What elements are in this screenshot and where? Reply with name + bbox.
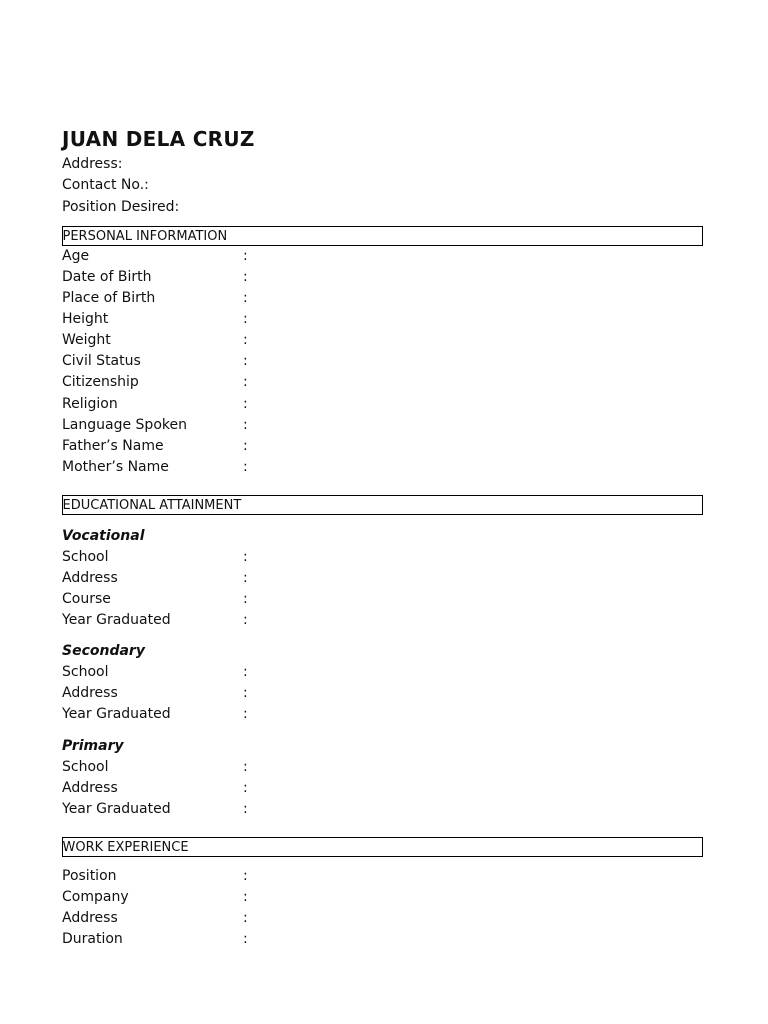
field-value [255, 372, 703, 393]
address-line: Address: [62, 156, 123, 172]
field-separator: : [243, 548, 248, 565]
field-value [255, 309, 703, 330]
field-row [62, 683, 703, 704]
field-row [62, 568, 703, 589]
field-separator: : [243, 888, 248, 905]
field-value [255, 757, 703, 778]
field-label: Course [62, 591, 111, 608]
field-value [255, 246, 703, 267]
field-separator: : [243, 437, 248, 454]
work-experience-list [62, 866, 703, 950]
field-value [255, 330, 703, 351]
field-value [255, 351, 703, 372]
field-label: Address [62, 570, 118, 587]
field-value [255, 436, 703, 457]
field-label: Year Graduated [62, 706, 171, 723]
personal-information-header [62, 226, 703, 246]
field-row [62, 610, 703, 631]
field-row [62, 267, 703, 288]
field-row [62, 929, 703, 950]
field-separator: : [243, 800, 248, 817]
field-row [62, 351, 703, 372]
field-separator: : [243, 664, 248, 681]
field-separator: : [243, 685, 248, 702]
work-experience-header [62, 837, 703, 857]
field-value [255, 662, 703, 683]
field-label: Position [62, 867, 117, 884]
field-label: Language Spoken [62, 416, 187, 433]
field-label: Address [62, 685, 118, 702]
vocational-heading: Vocational [62, 527, 145, 544]
field-row [62, 246, 703, 267]
field-row [62, 757, 703, 778]
field-label: Citizenship [62, 374, 139, 391]
field-value [255, 799, 703, 820]
section-title: WORK EXPERIENCE [62, 839, 189, 855]
field-value [255, 415, 703, 436]
educational-attainment-header [62, 495, 703, 515]
primary-list [62, 757, 703, 820]
field-value [255, 288, 703, 309]
field-row [62, 547, 703, 568]
position-desired-line: Position Desired: [62, 198, 180, 215]
field-label: Father’s Name [62, 437, 164, 454]
field-row [62, 704, 703, 725]
field-value [255, 887, 703, 908]
field-value [255, 610, 703, 631]
section-title: PERSONAL INFORMATION [62, 228, 228, 244]
field-value [255, 704, 703, 725]
contact-line: Contact No.: [62, 177, 149, 194]
field-row [62, 866, 703, 887]
field-label: Date of Birth [62, 268, 152, 285]
field-separator: : [243, 779, 248, 796]
field-value [255, 683, 703, 704]
field-label: Address [62, 910, 118, 927]
field-label: Religion [62, 395, 118, 412]
field-value [255, 866, 703, 887]
field-separator: : [243, 910, 248, 927]
field-label: Age [62, 247, 90, 264]
field-row [62, 662, 703, 683]
field-separator: : [243, 458, 248, 475]
vocational-list [62, 547, 703, 631]
field-separator: : [243, 931, 248, 948]
field-row [62, 330, 703, 351]
field-separator: : [243, 867, 248, 884]
field-value [255, 457, 703, 478]
field-label: Company [62, 888, 129, 905]
field-label: Address [62, 779, 118, 796]
field-row [62, 288, 703, 309]
field-separator: : [243, 612, 248, 629]
applicant-name: JUAN DELA CRUZ [62, 127, 255, 151]
field-label: Duration [62, 931, 123, 948]
field-value [255, 568, 703, 589]
field-row [62, 415, 703, 436]
field-separator: : [243, 591, 248, 608]
field-separator: : [243, 332, 248, 349]
secondary-list [62, 662, 703, 725]
field-value [255, 908, 703, 929]
field-row [62, 887, 703, 908]
field-separator: : [243, 758, 248, 775]
field-label: Weight [62, 332, 111, 349]
field-row [62, 309, 703, 330]
field-separator: : [243, 290, 248, 307]
field-value [255, 394, 703, 415]
field-separator: : [243, 374, 248, 391]
field-separator: : [243, 570, 248, 587]
field-value [255, 267, 703, 288]
field-label: Year Graduated [62, 612, 171, 629]
field-row [62, 589, 703, 610]
secondary-heading: Secondary [62, 643, 145, 660]
field-separator: : [243, 416, 248, 433]
field-row [62, 778, 703, 799]
primary-heading: Primary [62, 737, 124, 754]
field-value [255, 589, 703, 610]
field-value [255, 929, 703, 950]
field-separator: : [243, 706, 248, 723]
field-separator: : [243, 311, 248, 328]
field-label: School [62, 548, 109, 565]
field-value [255, 778, 703, 799]
field-separator: : [243, 247, 248, 264]
field-label: Year Graduated [62, 800, 171, 817]
field-label: Mother’s Name [62, 458, 169, 475]
field-label: School [62, 758, 109, 775]
section-title: EDUCATIONAL ATTAINMENT [62, 497, 242, 513]
field-row [62, 457, 703, 478]
field-label: Civil Status [62, 353, 141, 370]
field-label: School [62, 664, 109, 681]
field-row [62, 394, 703, 415]
field-row [62, 799, 703, 820]
personal-information-list [62, 246, 703, 478]
field-label: Place of Birth [62, 290, 156, 307]
field-row [62, 436, 703, 457]
resume-page [62, 124, 703, 950]
field-separator: : [243, 268, 248, 285]
field-label: Height [62, 311, 109, 328]
field-separator: : [243, 395, 248, 412]
field-row [62, 908, 703, 929]
field-value [255, 547, 703, 568]
field-row [62, 372, 703, 393]
field-separator: : [243, 353, 248, 370]
